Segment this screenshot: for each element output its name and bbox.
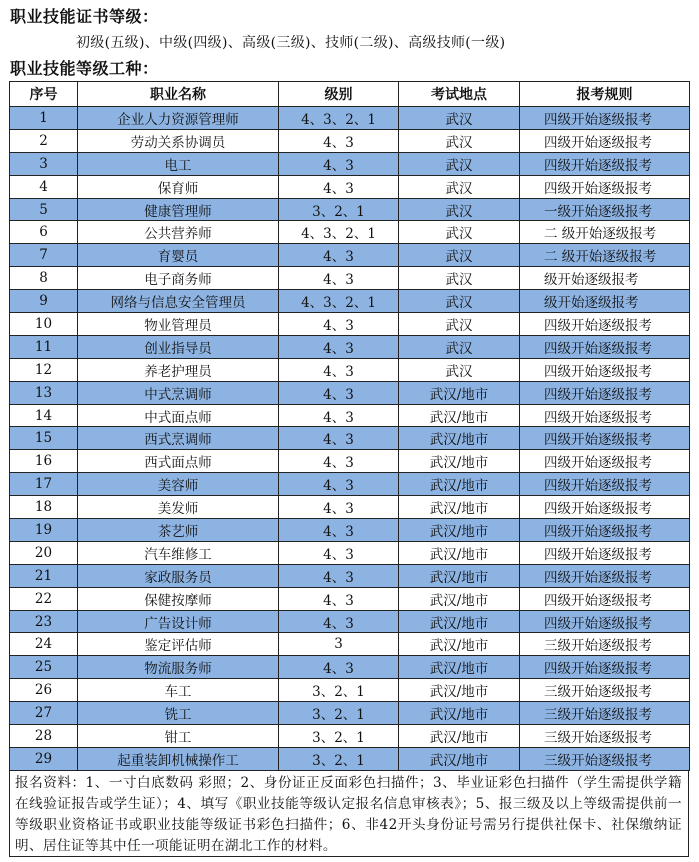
- occupation-table: [9, 81, 690, 771]
- level: 4、3: [279, 610, 399, 633]
- occupation-name: 汽车维修工: [78, 541, 279, 564]
- row-index: 25: [10, 656, 78, 679]
- row-index: 21: [10, 564, 78, 587]
- exam-location: 武汉: [399, 335, 520, 358]
- exam-location: 武汉/地市: [399, 725, 520, 748]
- row-index: 18: [10, 496, 78, 519]
- row-index: 16: [10, 450, 78, 473]
- exam-location: 武汉: [399, 198, 520, 221]
- row-index: 3: [10, 152, 78, 175]
- occupation-name: 物流服务师: [78, 656, 279, 679]
- table-row: [10, 702, 690, 725]
- level: 4、3: [279, 129, 399, 152]
- exam-location: 武汉/地市: [399, 633, 520, 656]
- exam-location: 武汉/地市: [399, 656, 520, 679]
- row-index: 26: [10, 679, 78, 702]
- row-index: 6: [10, 221, 78, 244]
- registration-rule: 级开始逐级报考: [520, 267, 690, 290]
- occupation-name: 美容师: [78, 473, 279, 496]
- row-index: 11: [10, 335, 78, 358]
- row-index: 13: [10, 381, 78, 404]
- level: 4、3: [279, 656, 399, 679]
- registration-rule: 三级开始逐级报考: [520, 725, 690, 748]
- level: 4、3、2、1: [279, 290, 399, 313]
- occupations-title: 职业技能等级工种：: [10, 59, 159, 78]
- table-row: [10, 221, 690, 244]
- header-occupation: 职业名称: [78, 82, 279, 107]
- table-row: [10, 450, 690, 473]
- exam-location: 武汉/地市: [399, 381, 520, 404]
- exam-location: 武汉/地市: [399, 679, 520, 702]
- level: 4、3: [279, 335, 399, 358]
- exam-location: 武汉: [399, 267, 520, 290]
- registration-rule: 四级开始逐级报考: [520, 335, 690, 358]
- level: 4、3: [279, 267, 399, 290]
- level: 4、3: [279, 564, 399, 587]
- exam-location: 武汉/地市: [399, 519, 520, 542]
- exam-location: 武汉/地市: [399, 404, 520, 427]
- row-index: 17: [10, 473, 78, 496]
- occupation-name: 中式面点师: [78, 404, 279, 427]
- occupation-name: 广告设计师: [78, 610, 279, 633]
- table-row: [10, 290, 690, 313]
- table-row: [10, 335, 690, 358]
- header-rule: 报考规则: [520, 82, 690, 107]
- header-level: 级别: [279, 82, 399, 107]
- occupation-name: 保育师: [78, 175, 279, 198]
- table-row: [10, 313, 690, 336]
- exam-location: 武汉: [399, 107, 520, 130]
- row-index: 15: [10, 427, 78, 450]
- table-row: [10, 656, 690, 679]
- exam-location: 武汉/地市: [399, 702, 520, 725]
- level: 4、3: [279, 175, 399, 198]
- level: 3、2、1: [279, 747, 399, 770]
- occupation-name: 铣工: [78, 702, 279, 725]
- table-row: [10, 587, 690, 610]
- table-row: [10, 107, 690, 130]
- registration-rule: 三级开始逐级报考: [520, 747, 690, 770]
- exam-location: 武汉: [399, 175, 520, 198]
- registration-rule: 四级开始逐级报考: [520, 404, 690, 427]
- occupation-name: 劳动关系协调员: [78, 129, 279, 152]
- header-location: 考试地点: [399, 82, 520, 107]
- registration-rule: 四级开始逐级报考: [520, 381, 690, 404]
- registration-rule: 四级开始逐级报考: [520, 564, 690, 587]
- row-index: 22: [10, 587, 78, 610]
- cert-levels-text: 初级(五级)、中级(四级)、高级(三级)、技师(二级)、高级技师(一级): [76, 35, 506, 51]
- header-index: 序号: [10, 82, 78, 107]
- level: 4、3: [279, 541, 399, 564]
- row-index: 23: [10, 610, 78, 633]
- row-index: 14: [10, 404, 78, 427]
- table-row: [10, 541, 690, 564]
- registration-rule: 四级开始逐级报考: [520, 656, 690, 679]
- registration-rule: 四级开始逐级报考: [520, 541, 690, 564]
- level: 4、3: [279, 244, 399, 267]
- level: 3、2、1: [279, 198, 399, 221]
- occupation-name: 家政服务员: [78, 564, 279, 587]
- exam-location: 武汉: [399, 221, 520, 244]
- row-index: 9: [10, 290, 78, 313]
- occupation-name: 中式烹调师: [78, 381, 279, 404]
- registration-rule: 四级开始逐级报考: [520, 610, 690, 633]
- exam-location: 武汉/地市: [399, 473, 520, 496]
- level: 3、2、1: [279, 702, 399, 725]
- registration-notes: 报名资料：1、一寸白底数码 彩照；2、身份证正反面彩色扫描件；3、毕业证彩色扫描件（学生需提供学籍在线验证报告或学生证）；4、填写《职业技能等级认定报名信息审核表》；5、报三级及以上等级需提供前一等级职业资格证书或职业技能等级证书彩色扫描件；6、非42开头身份证号需另行提供社保卡、社保缴纳证明、居住证等其中任一项能证明在湖北工作的材料。: [9, 771, 689, 857]
- registration-rule: 四级开始逐级报考: [520, 107, 690, 130]
- row-index: 29: [10, 747, 78, 770]
- registration-rule: 三级开始逐级报考: [520, 679, 690, 702]
- row-index: 28: [10, 725, 78, 748]
- cert-levels-title: 职业技能证书等级：: [10, 7, 159, 26]
- exam-location: 武汉: [399, 244, 520, 267]
- registration-rule: 四级开始逐级报考: [520, 519, 690, 542]
- table-row: [10, 610, 690, 633]
- exam-location: 武汉: [399, 313, 520, 336]
- row-index: 4: [10, 175, 78, 198]
- registration-rule: 四级开始逐级报考: [520, 152, 690, 175]
- exam-location: 武汉/地市: [399, 450, 520, 473]
- table-row: [10, 633, 690, 656]
- level: 4、3、2、1: [279, 221, 399, 244]
- registration-rule: 三级开始逐级报考: [520, 633, 690, 656]
- exam-location: 武汉: [399, 358, 520, 381]
- registration-rule: 四级开始逐级报考: [520, 358, 690, 381]
- exam-location: 武汉: [399, 290, 520, 313]
- table-row: [10, 244, 690, 267]
- occupation-name: 保健按摩师: [78, 587, 279, 610]
- table-row: [10, 404, 690, 427]
- row-index: 19: [10, 519, 78, 542]
- table-row: [10, 198, 690, 221]
- occupation-name: 美发师: [78, 496, 279, 519]
- registration-rule: 二 级开始逐级报考: [520, 244, 690, 267]
- occupation-name: 物业管理员: [78, 313, 279, 336]
- level: 4、3: [279, 496, 399, 519]
- exam-location: 武汉/地市: [399, 564, 520, 587]
- exam-location: 武汉/地市: [399, 747, 520, 770]
- exam-location: 武汉/地市: [399, 587, 520, 610]
- level: 4、3: [279, 358, 399, 381]
- occupation-name: 创业指导员: [78, 335, 279, 358]
- row-index: 27: [10, 702, 78, 725]
- occupation-name: 茶艺师: [78, 519, 279, 542]
- table-body: [10, 107, 690, 771]
- exam-location: 武汉/地市: [399, 427, 520, 450]
- exam-location: 武汉: [399, 152, 520, 175]
- row-index: 7: [10, 244, 78, 267]
- occupation-name: 起重装卸机械操作工: [78, 747, 279, 770]
- registration-rule: 一级开始逐级报考: [520, 198, 690, 221]
- registration-rule: 四级开始逐级报考: [520, 313, 690, 336]
- level: 4、3: [279, 313, 399, 336]
- registration-rule: 四级开始逐级报考: [520, 129, 690, 152]
- registration-rule: 四级开始逐级报考: [520, 473, 690, 496]
- occupation-name: 网络与信息安全管理员: [78, 290, 279, 313]
- occupation-name: 企业人力资源管理师: [78, 107, 279, 130]
- table-row: [10, 427, 690, 450]
- occupation-name: 西式烹调师: [78, 427, 279, 450]
- level: 4、3: [279, 381, 399, 404]
- row-index: 24: [10, 633, 78, 656]
- occupation-name: 养老护理员: [78, 358, 279, 381]
- table-row: [10, 152, 690, 175]
- exam-location: 武汉/地市: [399, 610, 520, 633]
- level: 4、3、2、1: [279, 107, 399, 130]
- level: 3、2、1: [279, 679, 399, 702]
- occupation-name: 西式面点师: [78, 450, 279, 473]
- level: 4、3: [279, 404, 399, 427]
- occupation-name: 育婴员: [78, 244, 279, 267]
- registration-rule: 三级开始逐级报考: [520, 702, 690, 725]
- registration-rule: 四级开始逐级报考: [520, 450, 690, 473]
- registration-rule: 四级开始逐级报考: [520, 587, 690, 610]
- table-row: [10, 747, 690, 770]
- row-index: 2: [10, 129, 78, 152]
- row-index: 5: [10, 198, 78, 221]
- table-row: [10, 496, 690, 519]
- level: 3: [279, 633, 399, 656]
- exam-location: 武汉/地市: [399, 496, 520, 519]
- level: 4、3: [279, 587, 399, 610]
- occupation-name: 电子商务师: [78, 267, 279, 290]
- occupation-name: 公共营养师: [78, 221, 279, 244]
- table-row: [10, 473, 690, 496]
- exam-location: 武汉: [399, 129, 520, 152]
- row-index: 12: [10, 358, 78, 381]
- table-row: [10, 129, 690, 152]
- level: 4、3: [279, 519, 399, 542]
- occupation-name: 鉴定评估师: [78, 633, 279, 656]
- registration-rule: 四级开始逐级报考: [520, 427, 690, 450]
- table-header-row: [10, 82, 690, 107]
- table-row: [10, 564, 690, 587]
- occupation-name: 钳工: [78, 725, 279, 748]
- exam-location: 武汉/地市: [399, 541, 520, 564]
- level: 4、3: [279, 427, 399, 450]
- occupation-name: 车工: [78, 679, 279, 702]
- level: 4、3: [279, 450, 399, 473]
- registration-rule: 四级开始逐级报考: [520, 496, 690, 519]
- row-index: 20: [10, 541, 78, 564]
- table-row: [10, 267, 690, 290]
- table-row: [10, 175, 690, 198]
- occupation-name: 电工: [78, 152, 279, 175]
- level: 4、3: [279, 473, 399, 496]
- table-row: [10, 679, 690, 702]
- occupation-name: 健康管理师: [78, 198, 279, 221]
- row-index: 10: [10, 313, 78, 336]
- row-index: 1: [10, 107, 78, 130]
- table-row: [10, 358, 690, 381]
- table-row: [10, 519, 690, 542]
- row-index: 8: [10, 267, 78, 290]
- registration-rule: 二 级开始逐级报考: [520, 221, 690, 244]
- level: 3、2、1: [279, 725, 399, 748]
- level: 4、3: [279, 152, 399, 175]
- table-row: [10, 725, 690, 748]
- registration-rule: 四级开始逐级报考: [520, 175, 690, 198]
- table-row: [10, 381, 690, 404]
- registration-rule: 级开始逐级报考: [520, 290, 690, 313]
